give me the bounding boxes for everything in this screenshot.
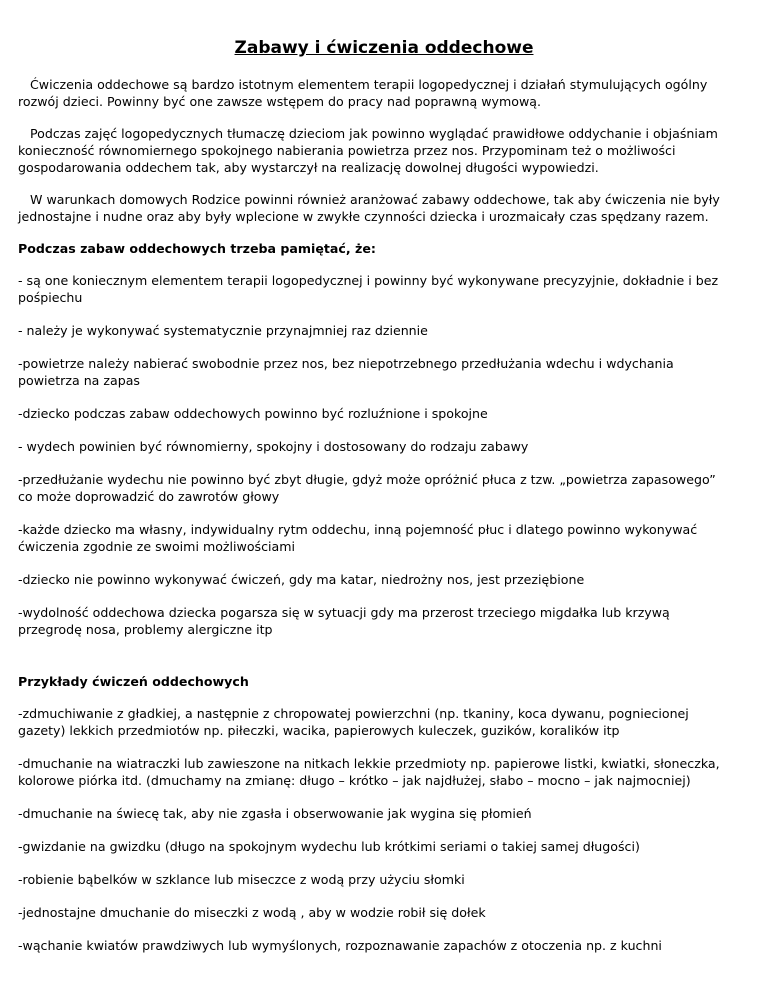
example-item: -robienie bąbelków w szklance lub miseczce z wodą przy użyciu słomki <box>18 872 465 887</box>
rule-item: -dziecko nie powinno wykonywać ćwiczeń, gdy ma katar, niedrożny nos, jest przeziębione <box>18 572 585 587</box>
rule-item: - są one koniecznym elementem terapii logopedycznej i powinny być wykonywane precyzyjnie, dokładnie i bez pośpiechu <box>18 273 719 305</box>
example-item: -dmuchanie na świecę tak, aby nie zgasła i obserwowanie jak wygina się płomień <box>18 806 532 821</box>
rule-item: -dziecko podczas zabaw oddechowych powinno być rozluźnione i spokojne <box>18 406 488 421</box>
example-item: -wąchanie kwiatów prawdziwych lub wymyślonych, rozpoznawanie zapachów z otoczenia np. z kuchni <box>18 938 662 953</box>
rule-item: - wydech powinien być równomierny, spokojny i dostosowany do rodzaju zabawy <box>18 439 529 454</box>
rule-item: -każde dziecko ma własny, indywidualny rytm oddechu, inną pojemność płuc i dlatego powinno wykonywać ćwiczenia zgodnie ze swoimi możliwościami <box>18 522 698 554</box>
document-title: Zabawy i ćwiczenia oddechowe <box>234 38 534 58</box>
rules-list <box>18 272 730 638</box>
rule-item: -wydolność oddechowa dziecka pogarsza się w sytuacji gdy ma przerost trzeciego migdałka lub krzywą przegrodę nosa, problemy alergiczne itp <box>18 605 670 637</box>
examples-list <box>18 705 730 954</box>
example-item: -dmuchanie na wiatraczki lub zawieszone na nitkach lekkie przedmioty np. papierowe listki, kwiatki, słoneczka, kolorowe piórka itd. (dmuchamy na zmianę: długo – krótko – jak najdłużej, słabo – mocno – jak najmocniej) <box>18 756 720 788</box>
intro-paragraph-3: W warunkach domowych Rodzice powinni również aranżować zabawy oddechowe, tak aby ćwiczenia nie były jednostajne i nudne oraz aby były wplecione w zwykłe czynności dziecka i urozmaicały czas spędzany razem. <box>18 192 720 224</box>
rule-item: -przedłużanie wydechu nie powinno być zbyt długie, gdyż może opróżnić płuca z tzw. „powietrza zapasowego” co może doprowadzić do zawrotów głowy <box>18 472 716 504</box>
intro-paragraph-2: Podczas zajęć logopedycznych tłumaczę dzieciom jak powinno wyglądać prawidłowe oddychanie i objaśniam konieczność równomiernego spokojnego nabierania powietrza przez nos. Przypominam też o możliwości gospodarowania oddechem tak, aby wystarczył na realizację dowolnej długości wypowiedzi. <box>18 126 718 175</box>
example-item: -zdmuchiwanie z gładkiej, a następnie z chropowatej powierzchni (np. tkaniny, koca dywanu, pogniecionej gazety) lekkich przedmiotów np. piłeczki, wacika, papierowych kuleczek, guzików, koralików itp <box>18 706 689 738</box>
examples-heading: Przykłady ćwiczeń oddechowych <box>18 674 249 689</box>
example-item: -jednostajne dmuchanie do miseczki z wodą , aby w wodzie robił się dołek <box>18 905 486 920</box>
rule-item: - należy je wykonywać systematycznie przynajmniej raz dziennie <box>18 323 428 338</box>
intro-paragraph-1: Ćwiczenia oddechowe są bardzo istotnym elementem terapii logopedycznej i działań stymulujących ogólny rozwój dzieci. Powinny być one zawsze wstępem do pracy nad poprawną wymową. <box>18 77 708 109</box>
rules-heading: Podczas zabaw oddechowych trzeba pamiętać, że: <box>18 241 376 256</box>
example-item: -gwizdanie na gwizdku (długo na spokojnym wydechu lub krótkimi seriami o takiej samej długości) <box>18 839 640 854</box>
rule-item: -powietrze należy nabierać swobodnie przez nos, bez niepotrzebnego przedłużania wdechu i wdychania powietrza na zapas <box>18 356 674 388</box>
